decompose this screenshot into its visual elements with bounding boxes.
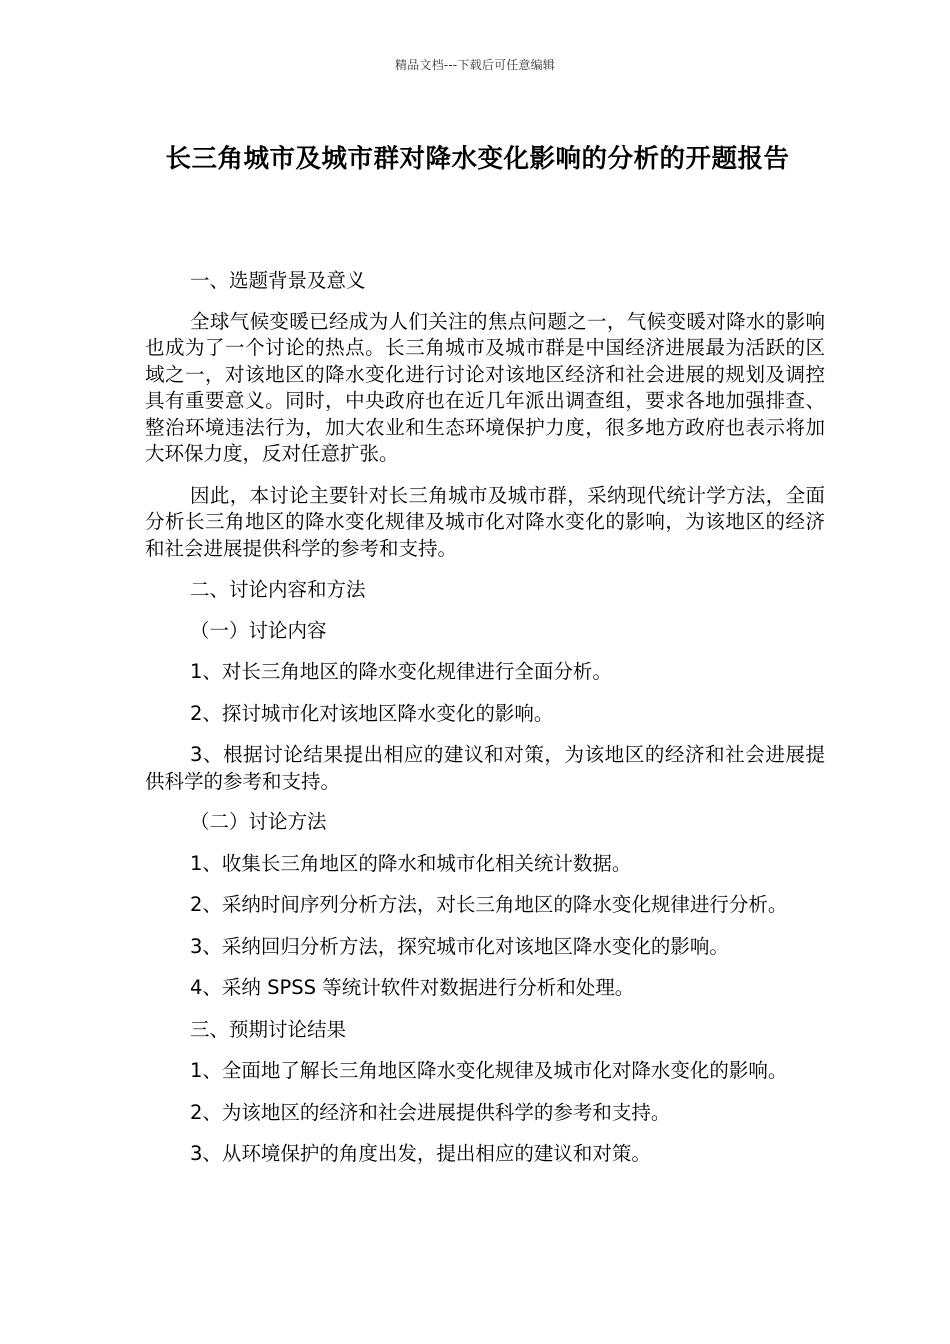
method-item-2: 2、采纳时间序列分析方法，对长三角地区的降水变化规律进行分析。 — [190, 893, 788, 916]
background-paragraph-2: 因此，本讨论主要针对长三角城市及城市群，采纳现代统计学方法，全面分析长三角地区的降水变化规律及城市化对降水变化的影响，为该地区的经济和社会进展提供科学的参考和支持。 — [145, 483, 825, 560]
page-header: 精品文档---下载后可任意编辑 — [395, 58, 555, 72]
document-title: 长三角城市及城市群对降水变化影响的分析的开题报告 — [165, 144, 790, 174]
result-item-3: 3、从环境保护的角度出发，提出相应的建议和对策。 — [190, 1142, 651, 1165]
section-heading-2: 二、讨论内容和方法 — [190, 578, 366, 601]
content-item-3: 3、根据讨论结果提出相应的建议和对策，为该地区的经济和社会进展提供科学的参考和支持。 — [145, 743, 825, 793]
method-item-4: 4、采纳 SPSS 等统计软件对数据进行分析和处理。 — [190, 976, 635, 999]
section-heading-1: 一、选题背景及意义 — [190, 269, 366, 292]
method-item-3: 3、采纳回归分析方法，探究城市化对该地区降水变化的影响。 — [190, 934, 729, 958]
result-item-2: 2、为该地区的经济和社会进展提供科学的参考和支持。 — [190, 1100, 671, 1124]
subsection-heading-content: （一）讨论内容 — [190, 618, 327, 642]
document-body — [145, 268, 825, 1168]
method-item-1: 1、收集长三角地区的降水和城市化相关统计数据。 — [190, 851, 632, 875]
result-item-1: 1、全面地了解长三角地区降水变化规律及城市化对降水变化的影响。 — [190, 1059, 788, 1082]
background-paragraph-1: 全球气候变暖已经成为人们关注的焦点问题之一，气候变暖对降水的影响也成为了一个讨论的热点。长三角城市及城市群是中国经济进展最为活跃的区域之一，对该地区的降水变化进行讨论对该地区经济和社会进展的规划及调控具有重要意义。同时，中央政府也在近几年派出调查组，要求各地加强排查、整治环境违法行为，加大农业和生态环境保护力度，很多地方政府也表示将加大环保力度，反对任意扩张。 — [145, 309, 825, 465]
section-heading-3: 三、预期讨论结果 — [190, 1017, 347, 1041]
content-item-1: 1、对长三角地区的降水变化规律进行全面分析。 — [190, 660, 612, 683]
content-item-2: 2、探讨城市化对该地区降水变化的影响。 — [190, 701, 554, 725]
subsection-heading-method: （二）讨论方法 — [190, 810, 327, 833]
